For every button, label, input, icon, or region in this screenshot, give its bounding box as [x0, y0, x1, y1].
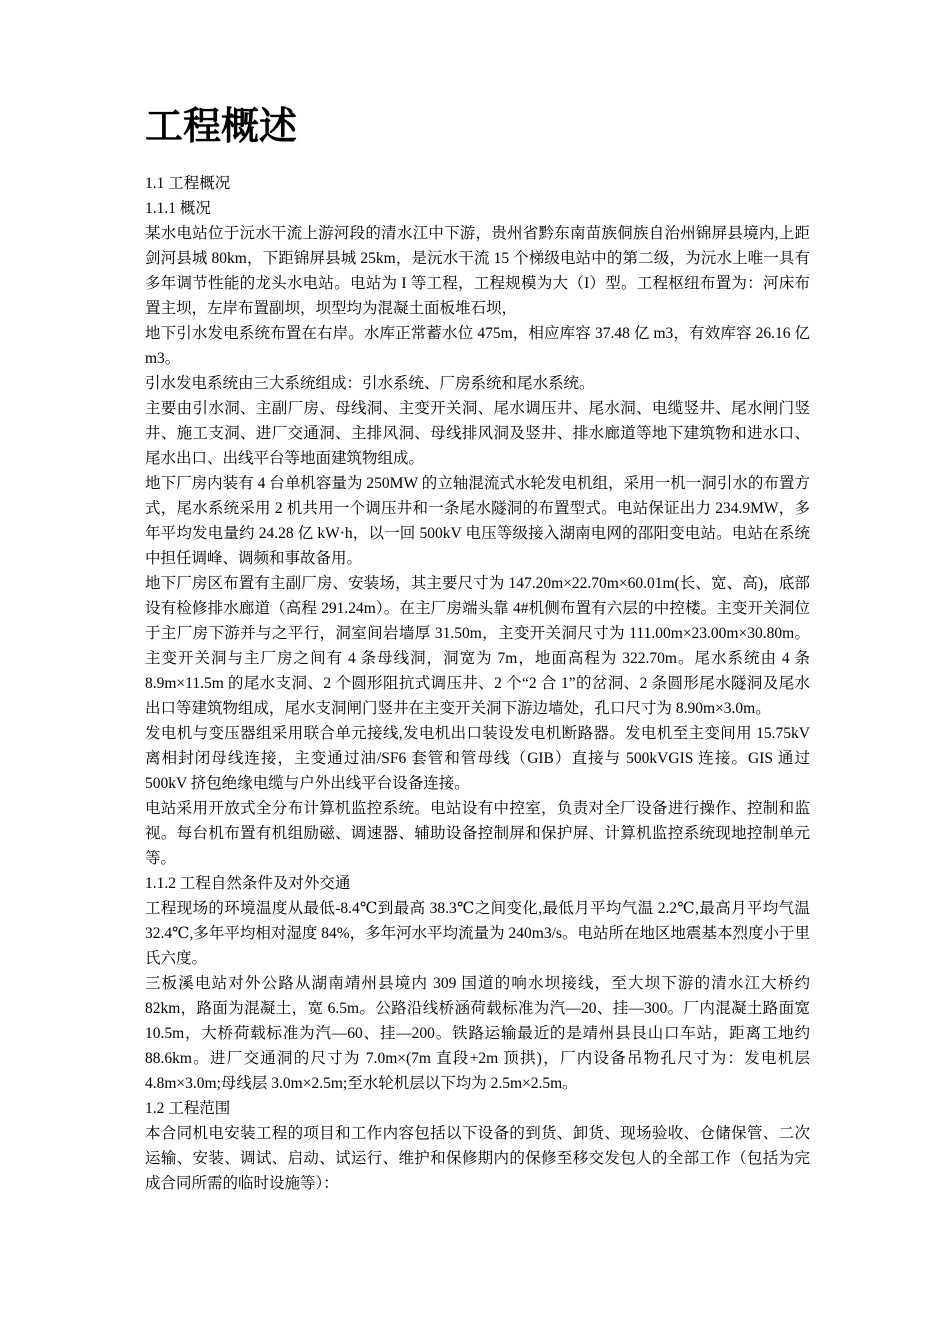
- section-heading-1-1-1: 1.1.1 概况: [145, 200, 211, 217]
- document-title: 工程概述: [145, 104, 298, 148]
- paragraph-systems: 引水发电系统由三大系统组成：引水系统、厂房系统和尾水系统。: [145, 375, 595, 392]
- paragraph-units: 地下厂房内装有 4 台单机容量为 250MW 的立轴混流式水轮发电机组，采用一机一洞引水的布置方式，尾水系统采用 2 机共用一个调压井和一条尾水隧洞的布置型式。电站保证出力 234.9MW，多年平均发电量约 24.28 亿 kW·h，以一回 500kV 电压等级接入湖南电网的邵阳变电站。电站在系统中担任调峰、调频和事故备用。: [145, 475, 810, 567]
- paragraph-monitoring: 电站采用开放式全分布计算机监控系统。电站设有中控室，负责对全厂设备进行操作、控制和监视。每台机布置有机组励磁、调速器、辅助设备控制屏和保护屏、计算机监控系统现地控制单元等。: [145, 800, 810, 867]
- paragraph-climate: 工程现场的环境温度从最低-8.4℃到最高 38.3℃之间变化,最低月平均气温 2.2℃,最高月平均气温 32.4℃,多年平均相对湿度 84%，多年河水平均流量为 240m3/s。电站所在地区地震基本烈度小于里氏六度。: [145, 900, 810, 967]
- paragraph-powerhouse: 地下厂房区布置有主副厂房、安装场，其主要尺寸为 147.20m×22.70m×60.01m(长、宽、高)，底部设有检修排水廊道（高程 291.24m）。在主厂房端头靠 4#机侧布置有六层的中控楼。主变开关洞位于主厂房下游并与之平行，洞室间岩墙厚 31.50m，主变开关洞尺寸为 111.00m×23.00m×30.80m。主变开关洞与主厂房之间有 4 条母线洞，洞宽为 7m，地面高程为 322.70m。尾水系统由 4 条 8.9m×11.5m 的尾水支洞、2 个圆形阻抗式调压井、2 个“2 合 1”的岔洞、2 条圆形尾水隧洞及尾水出口等建筑物组成，尾水支洞闸门竖井在主变开关洞下游边墙处，孔口尺寸为 8.90m×3.0m。: [145, 575, 810, 717]
- paragraph-scope: 本合同机电安装工程的项目和工作内容包括以下设备的到货、卸货、现场验收、仓储保管、二次运输、安装、调试、启动、试运行、维护和保修期内的保修至移交发包人的全部工作（包括为完成合同所需的临时设施等）：: [145, 1125, 810, 1192]
- paragraph-reservoir: 地下引水发电系统布置在右岸。水库正常蓄水位 475m，相应库容 37.48 亿 m3，有效库容 26.16 亿 m3。: [145, 325, 810, 367]
- paragraph-location: 某水电站位于沅水干流上游河段的清水江中下游，贵州省黔东南苗族侗族自治州锦屏县境内,上距剑河县城 80km，下距锦屏县城 25km，是沅水干流 15 个梯级电站中的第二级，为沅水上唯一具有多年调节性能的龙头水电站。电站为 I 等工程，工程规模为大（I）型。工程枢纽布置为：河床布置主坝，左岸布置副坝，坝型均为混凝土面板堆石坝，: [145, 225, 810, 317]
- paragraph-wiring: 发电机与变压器组采用联合单元接线,发电机出口装设发电机断路器。发电机至主变间用 15.75kV 离相封闭母线连接，主变通过油/SF6 套管和管母线（GIB）直接与 500kVGIS 连接。GIS 通过 500kV 挤包绝缘电缆与户外出线平台设备连接。: [145, 725, 810, 792]
- paragraph-transport: 三板溪电站对外公路从湖南靖州县境内 309 国道的响水坝接线，至大坝下游的清水江大桥约 82km，路面为混凝土，宽 6.5m。公路沿线桥涵荷载标准为汽—20、挂—300。厂内混凝土路面宽 10.5m，大桥荷载标准为汽—60、挂—200。铁路运输最近的是靖州县艮山口车站，距离工地约 88.6km。进厂交通洞的尺寸为 7.0m×(7m 直段+2m 顶拱)，厂内设备吊物孔尺寸为：发电机层 4.8m×3.0m;母线层 3.0m×2.5m;至水轮机层以下均为 2.5m×2.5m。: [145, 975, 810, 1092]
- paragraph-structures: 主要由引水洞、主副厂房、母线洞、主变开关洞、尾水调压井、尾水洞、电缆竖井、尾水闸门竖井、施工支洞、进厂交通洞、主排风洞、母线排风洞及竖井、排水廊道等地下建筑物和进水口、尾水出口、出线平台等地面建筑物组成。: [145, 400, 810, 467]
- section-heading-1-1-2: 1.1.2 工程自然条件及对外交通: [145, 875, 351, 892]
- document-body: [145, 103, 810, 1196]
- section-heading-1-2: 1.2 工程范围: [145, 1100, 231, 1117]
- section-heading-1-1: 1.1 工程概况: [145, 175, 231, 192]
